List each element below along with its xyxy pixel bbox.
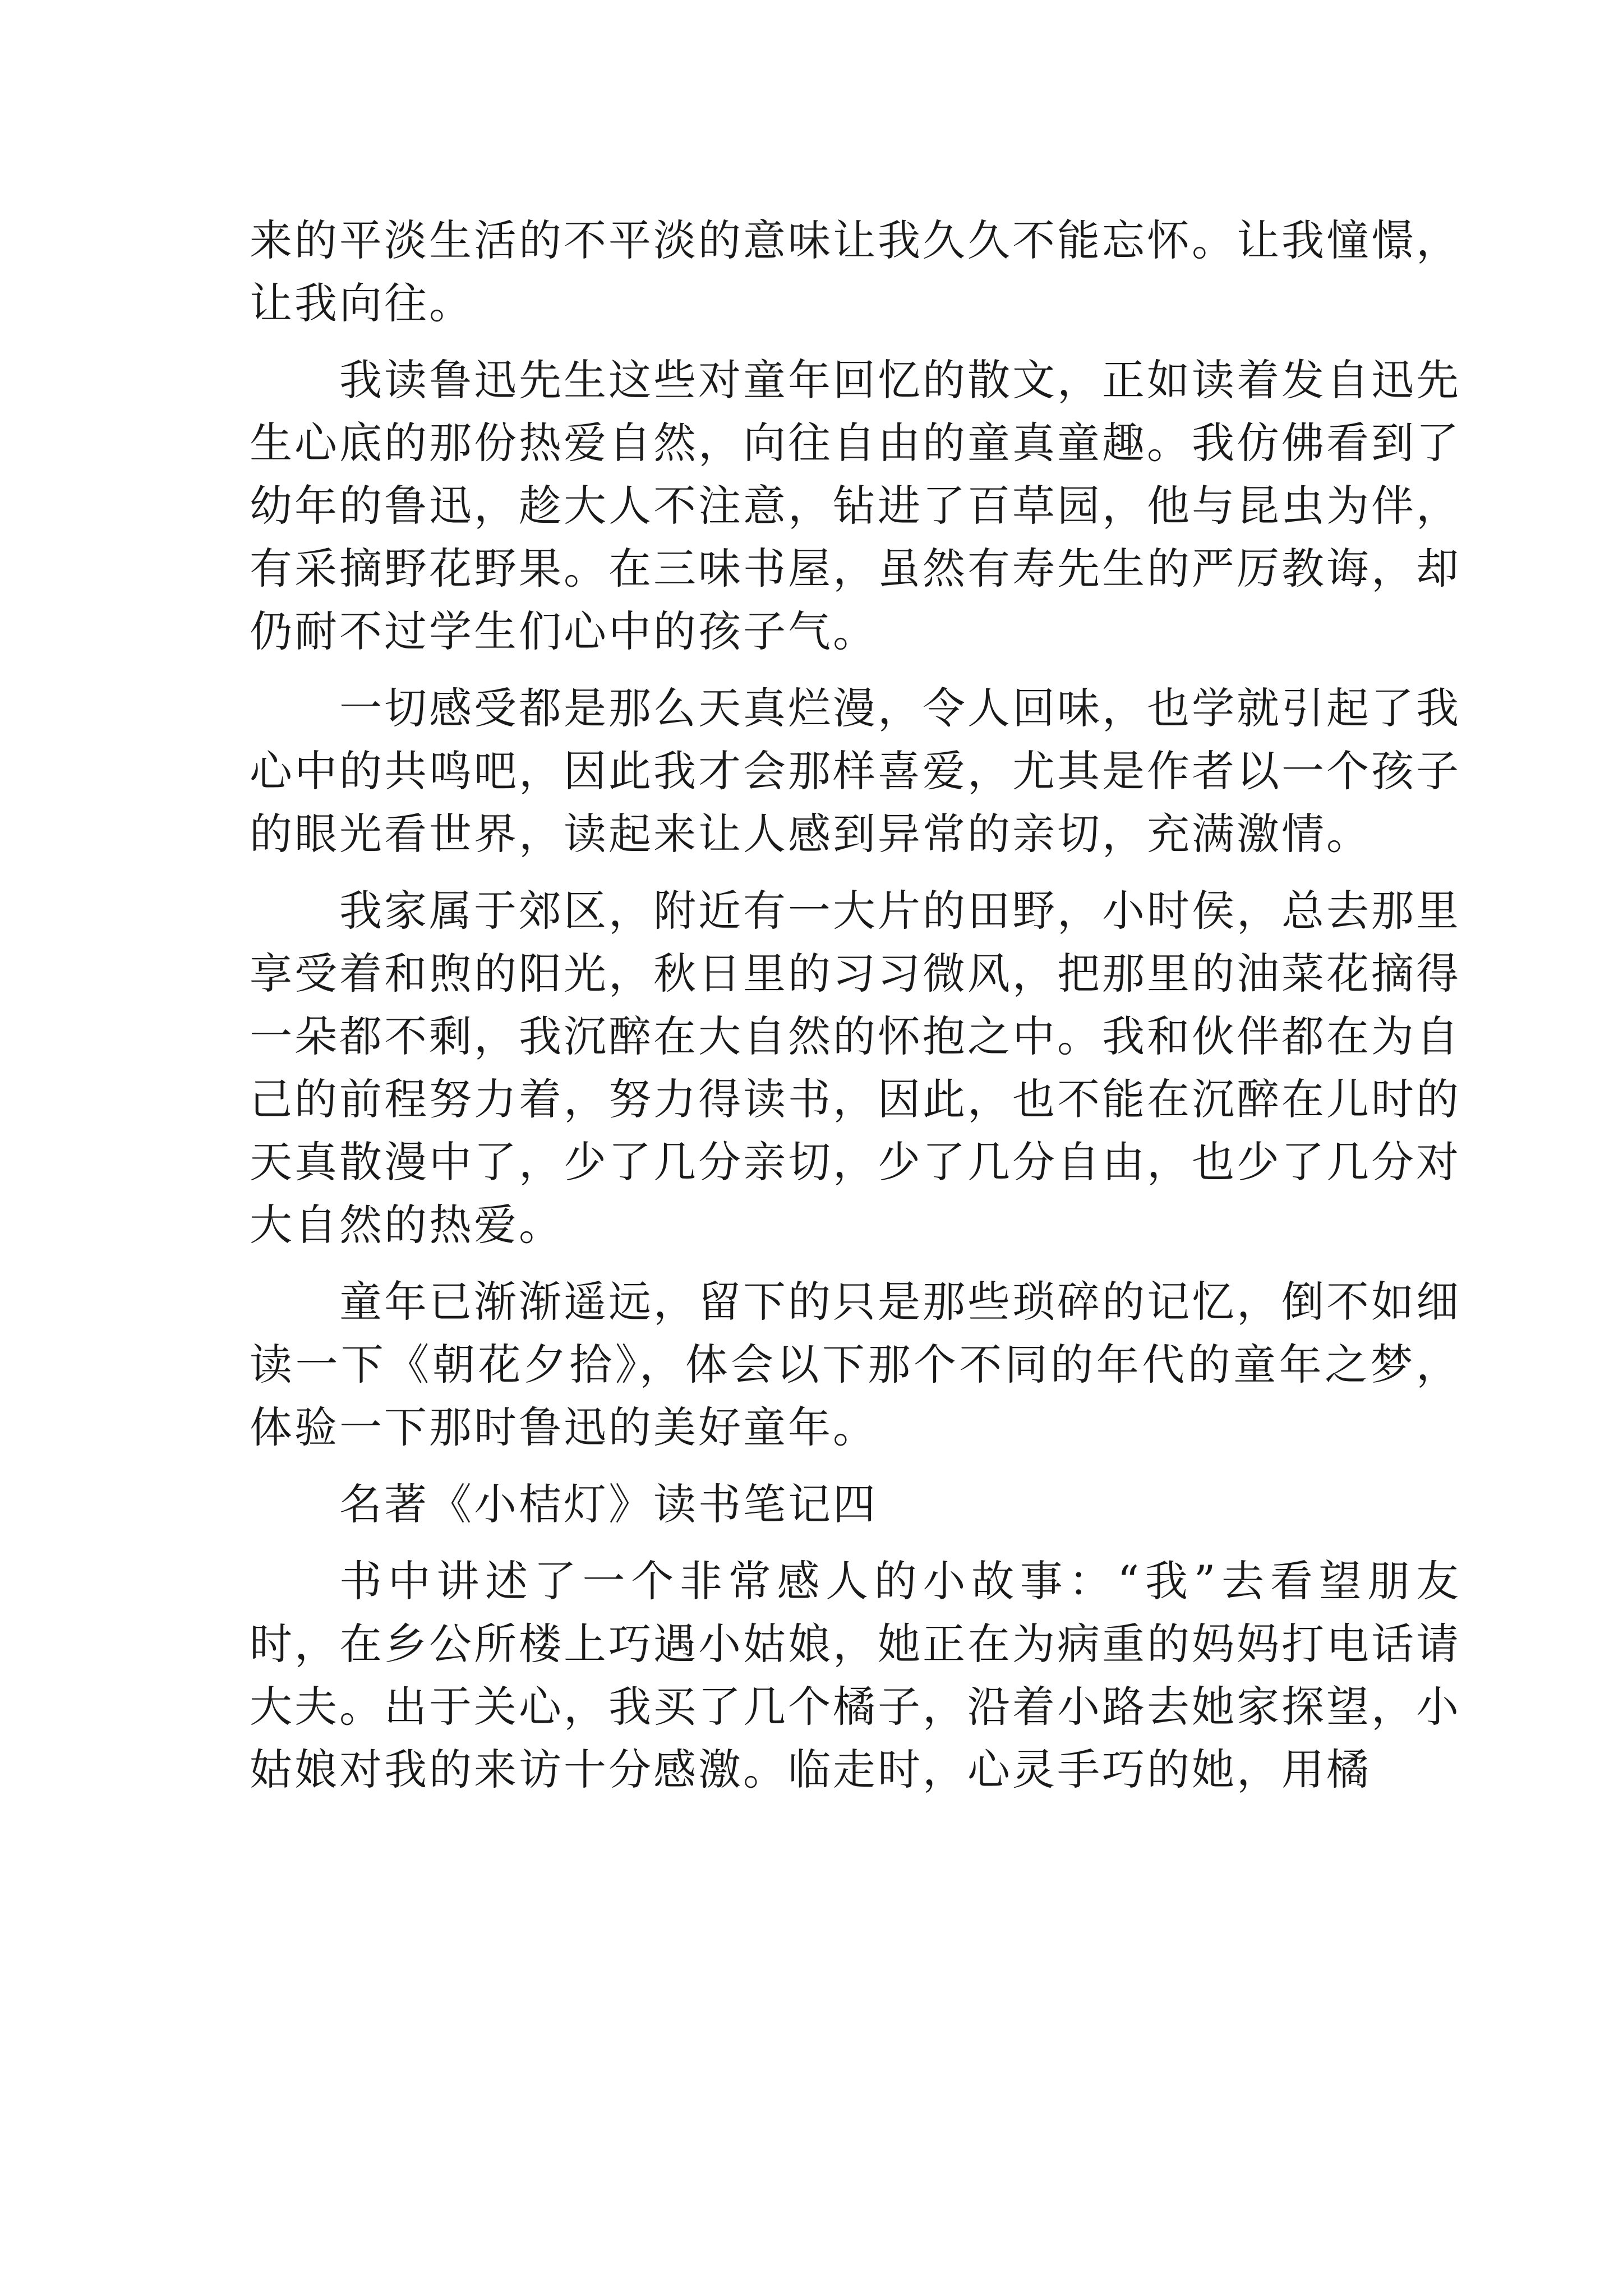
paragraph: 我家属于郊区，附近有一大片的田野，小时侯，总去那里享受着和煦的阳光，秋日里的习习微风，把那里的油菜花摘得一朵都不剩，我沉醉在大自然的怀抱之中。我和伙伴都在为自己的前程努力着，努力得读书，因此，也不能在沉醉在儿时的天真散漫中了，少了几分亲切，少了几分自由，也少了几分对大自然的热爱。 [250, 886, 1461, 1250]
document-body [250, 209, 1461, 1815]
paragraph: 我读鲁迅先生这些对童年回忆的散文，正如读着发自迅先生心底的那份热爱自然，向往自由的童真童趣。我仿佛看到了幼年的鲁迅，趁大人不注意，钻进了百草园，他与昆虫为伴，有采摘野花野果。在三味书屋，虽然有寿先生的严厉教诲，却仍耐不过学生们心中的孩子气。 [250, 355, 1461, 656]
section-heading: 名著《小桔灯》读书笔记四 [339, 1479, 878, 1529]
paragraph: 童年已渐渐遥远，留下的只是那些琐碎的记忆，倒不如细读一下《朝花夕拾》，体会以下那个不同的年代的童年之梦，体验一下那时鲁迅的美好童年。 [250, 1277, 1461, 1452]
paragraph-continued: 来的平淡生活的不平淡的意味让我久久不能忘怀。让我憧憬，让我向往。 [250, 215, 1461, 328]
paragraph: 书中讲述了一个非常感人的小故事：“我”去看望朋友时，在乡公所楼上巧遇小姑娘，她正在为病重的妈妈打电话请大夫。出于关心，我买了几个橘子，沿着小路去她家探望，小姑娘对我的来访十分感激。临走时，心灵手巧的她，用橘 [250, 1556, 1461, 1795]
paragraph: 一切感受都是那么天真烂漫，令人回味，也学就引起了我心中的共鸣吧，因此我才会那样喜爱，尤其是作者以一个孩子的眼光看世界，读起来让人感到异常的亲切，充满激情。 [250, 683, 1461, 859]
